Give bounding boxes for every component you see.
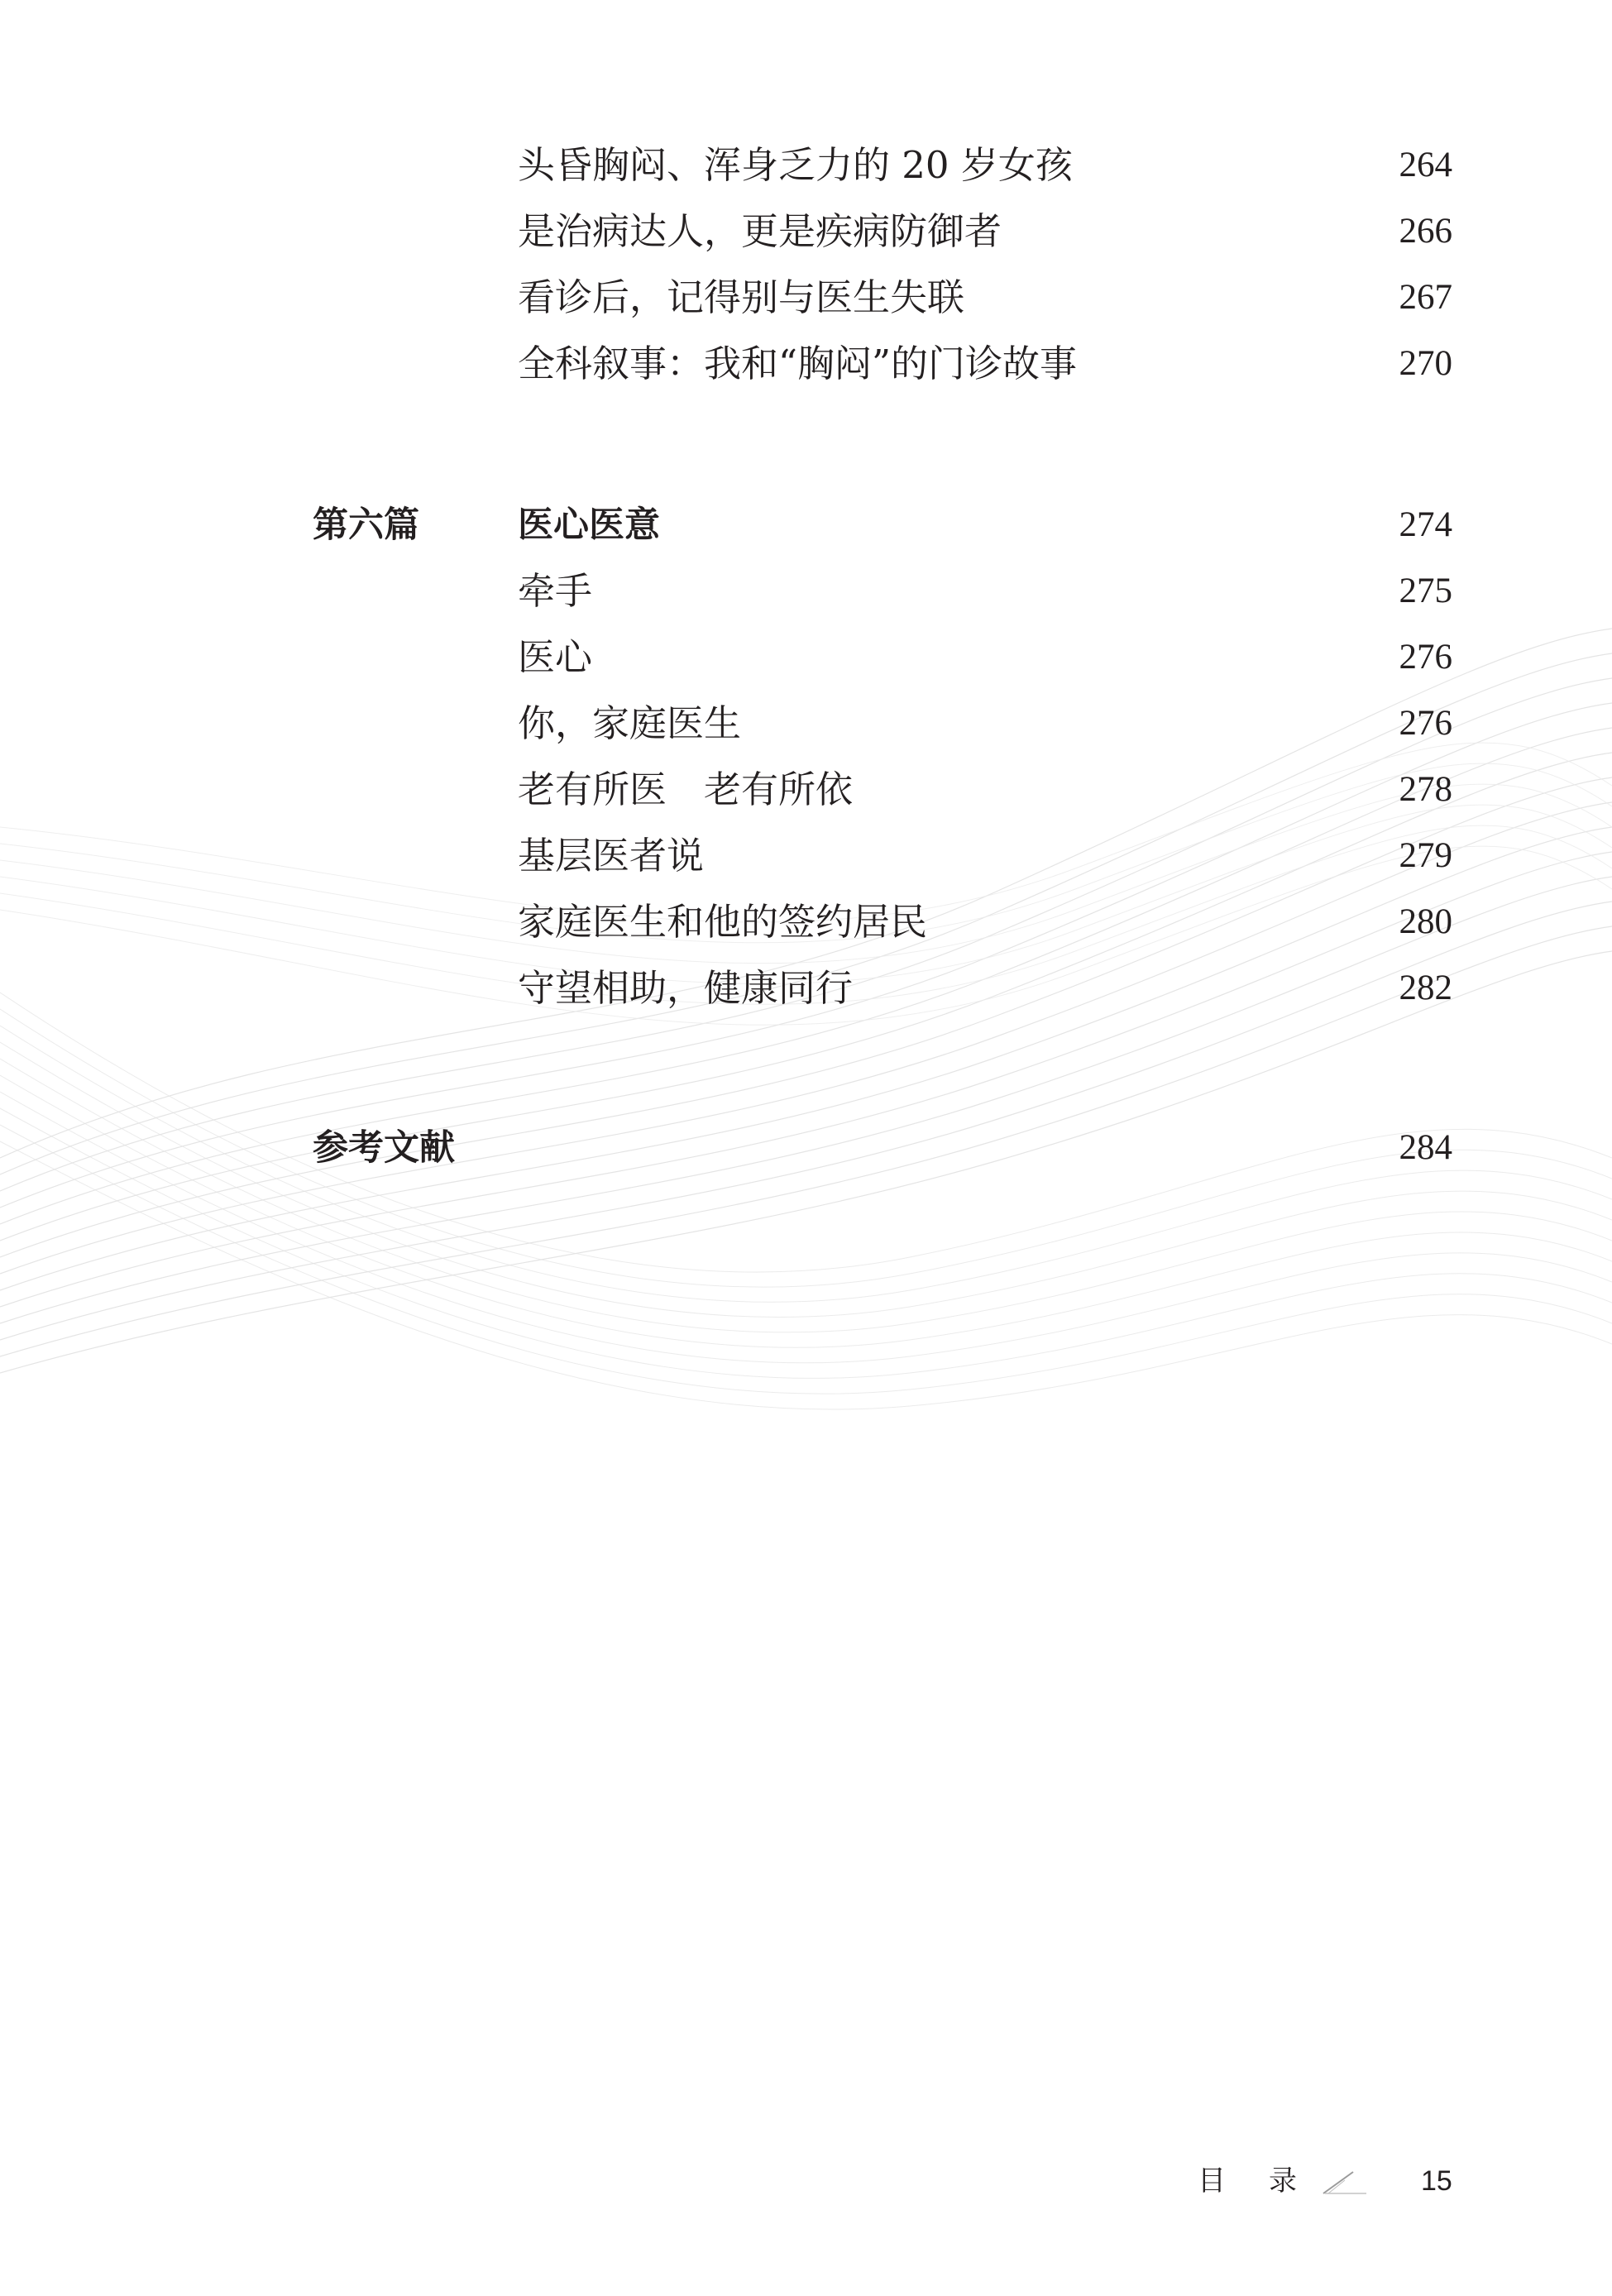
toc-entry[interactable] [518, 624, 1452, 691]
toc-entry-page: 276 [1399, 704, 1452, 743]
toc-entry-page: 264 [1399, 146, 1452, 184]
part-six-heading[interactable] [518, 492, 1452, 558]
toc-entry-page: 280 [1399, 902, 1452, 941]
toc-entry-title: 看诊后，记得别与医生失联 [518, 275, 965, 319]
toc-entry[interactable] [518, 889, 1452, 955]
toc-entry-title: 家庭医生和他的签约居民 [518, 900, 928, 944]
toc-entry-page: 279 [1399, 836, 1452, 875]
toc-entry-title: 守望相助，健康同行 [518, 966, 854, 1010]
toc-entry[interactable] [518, 558, 1452, 624]
toc-entry[interactable] [518, 199, 1452, 265]
references-page: 284 [1399, 1128, 1452, 1167]
references-label: 参考文献 [313, 1127, 455, 1169]
toc-entry-title: 头昏胸闷、浑身乏力的 20 岁女孩 [518, 143, 1073, 187]
toc-entry-page: 282 [1399, 969, 1452, 1007]
toc-entry[interactable] [518, 823, 1452, 889]
toc-entry-title: 牵手 [518, 569, 593, 613]
toc-entry-page: 267 [1399, 278, 1452, 317]
toc-entry-title: 医心 [518, 635, 593, 679]
toc-entry-page: 278 [1399, 770, 1452, 809]
toc-entry[interactable] [518, 132, 1452, 199]
toc-entry[interactable] [518, 331, 1452, 397]
toc-entry-page: 270 [1399, 344, 1452, 383]
toc-entry-title: 全科叙事：我和“胸闷”的门诊故事 [518, 342, 1078, 385]
toc-entry-page: 275 [1399, 572, 1452, 610]
references-entry[interactable] [518, 1115, 1452, 1181]
toc-entry-page: 266 [1399, 212, 1452, 251]
toc-entry-title: 基层医者说 [518, 834, 705, 878]
toc-entry[interactable] [518, 265, 1452, 331]
pen-stroke-icon [1320, 2165, 1370, 2198]
footer-page-number: 15 [1421, 2165, 1452, 2197]
toc-entry-title: 老有所医 老有所依 [518, 768, 854, 811]
toc-entry-page: 276 [1399, 638, 1452, 677]
toc-entry-title: 是治病达人，更是疾病防御者 [518, 209, 1002, 253]
toc-entry[interactable] [518, 691, 1452, 757]
toc-entry[interactable] [518, 757, 1452, 823]
part-six-title: 医心医意 [518, 505, 660, 546]
footer-section-label: 目录 [1198, 2164, 1340, 2198]
part-six-page: 274 [1399, 505, 1452, 544]
toc-entry-title: 你，家庭医生 [518, 701, 742, 745]
toc-entry[interactable] [518, 955, 1452, 1021]
part-six-label: 第六篇 [313, 505, 419, 546]
